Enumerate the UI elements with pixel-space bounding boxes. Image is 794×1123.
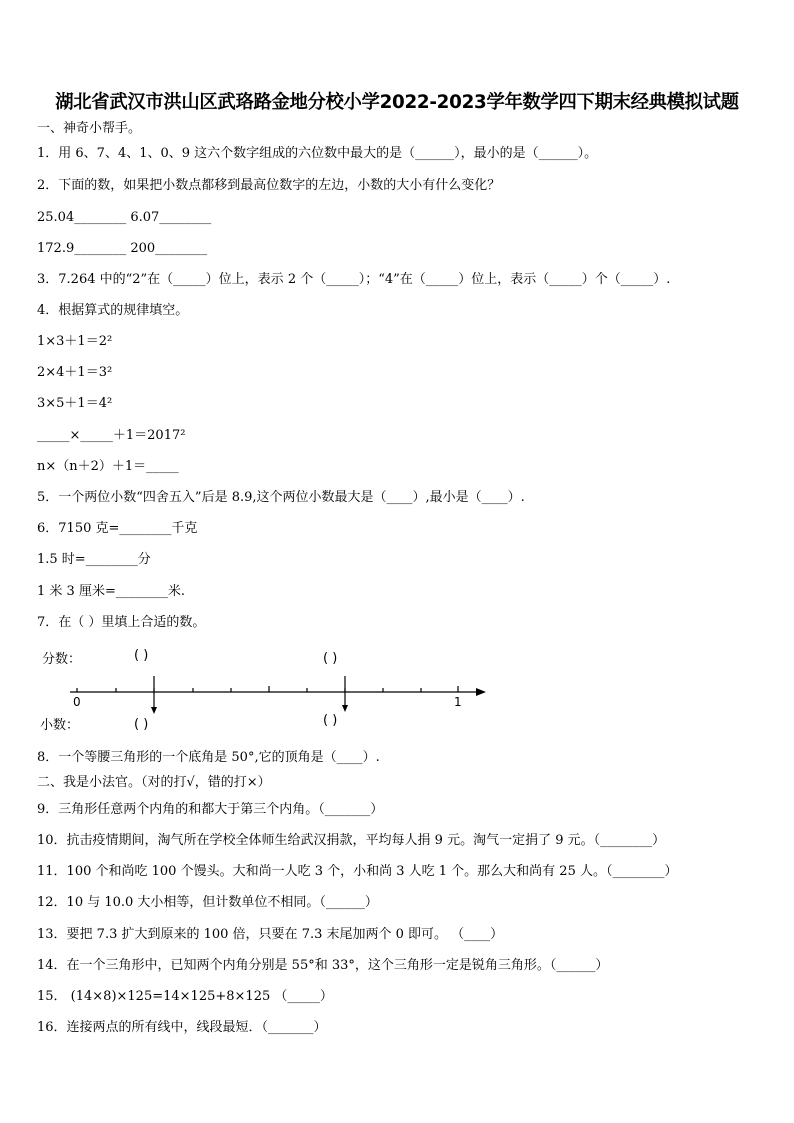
page-title: 湖北省武汉市洪山区武珞路金地分校小学2022-2023学年数学四下期末经典模拟试题 xyxy=(55,92,739,113)
question-13: 13．要把 7.3 扩大到原来的 100 倍，只要在 7.3 末尾加两个 0 即可。 （____） xyxy=(37,927,504,942)
question-10: 10．抗击疫情期间，淘气所在学校全体师生给武汉捐款，平均每人捐 9 元。淘气一定捐了 9 元。（________） xyxy=(37,833,666,848)
question-2-line-a: 25.04________ 6.07________ xyxy=(37,210,212,225)
fraction-blank-1: ( ) xyxy=(134,648,149,663)
decimal-blank-1: ( ) xyxy=(134,717,149,732)
question-6-line-a: 6．7150 克=________千克 xyxy=(37,521,198,536)
question-4-line-d: _____×_____＋1＝2017² xyxy=(37,428,186,443)
decimal-blank-2: ( ) xyxy=(323,713,338,728)
decimal-label: 小数： xyxy=(40,718,80,733)
question-6-line-b: 1.5 时=________分 xyxy=(37,552,151,567)
pointer-arrow-left xyxy=(151,676,157,714)
fraction-label: 分数： xyxy=(42,652,82,667)
question-4-line-c: 3×5＋1＝4² xyxy=(37,396,113,411)
question-15: 15． (14×8)×125=14×125+8×125 （_____） xyxy=(37,989,333,1004)
question-16: 16．连接两点的所有线中，线段最短．（_______） xyxy=(37,1020,327,1035)
question-4-line-e: n×（n＋2）＋1＝_____ xyxy=(37,459,179,474)
question-12: 12．10 与 10.0 大小相等，但计数单位不相同。（______） xyxy=(37,895,378,910)
numline-end-label: 1 xyxy=(454,695,462,709)
question-6-line-c: 1 米 3 厘米=________米. xyxy=(37,584,185,599)
question-2-line-b: 172.9________ 200________ xyxy=(37,241,208,256)
number-line-arrowhead xyxy=(476,688,486,696)
section-heading-1: 一、神奇小帮手。 xyxy=(37,121,142,136)
question-4: 4．根据算式的规律填空。 xyxy=(37,303,189,318)
question-14: 14．在一个三角形中，已知两个内角分别是 55°和 33°，这个三角形一定是锐角三角形。（______） xyxy=(37,958,609,973)
question-7: 7．在（ ）里填上合适的数。 xyxy=(37,615,206,630)
number-line-ticks xyxy=(77,686,458,692)
number-line xyxy=(60,676,500,716)
section-heading-2: 二、我是小法官。（对的打√，错的打×） xyxy=(37,775,271,790)
question-4-line-b: 2×4＋1＝3² xyxy=(37,365,113,380)
question-9: 9．三角形任意两个内角的和都大于第三个内角。（_______） xyxy=(37,802,384,817)
question-8: 8．一个等腰三角形的一个底角是 50°,它的顶角是（____）. xyxy=(37,750,380,765)
question-1: 1．用 6、7、4、1、0、9 这六个数字组成的六位数中最大的是（______），最小的是（______）。 xyxy=(37,146,598,161)
question-4-line-a: 1×3＋1＝2² xyxy=(37,334,113,349)
question-2: 2．下面的数，如果把小数点都移到最高位数字的左边，小数的大小有什么变化？ xyxy=(37,178,501,193)
pointer-arrow-right xyxy=(342,676,348,712)
question-11: 11．100 个和尚吃 100 个馒头。大和尚一人吃 3 个，小和尚 3 人吃 1 个。那么大和尚有 25 人。（________） xyxy=(37,864,678,879)
question-3: 3．7.264 中的“2”在（_____）位上，表示 2 个（_____）；“4”在（_____）位上，表示（_____）个（_____）. xyxy=(37,272,671,287)
fraction-blank-2: ( ) xyxy=(323,651,338,666)
numline-start-label: 0 xyxy=(73,695,81,709)
question-5: 5．一个两位小数“四舍五入”后是 8.9,这个两位小数最大是（____）,最小是（____）. xyxy=(37,490,525,505)
